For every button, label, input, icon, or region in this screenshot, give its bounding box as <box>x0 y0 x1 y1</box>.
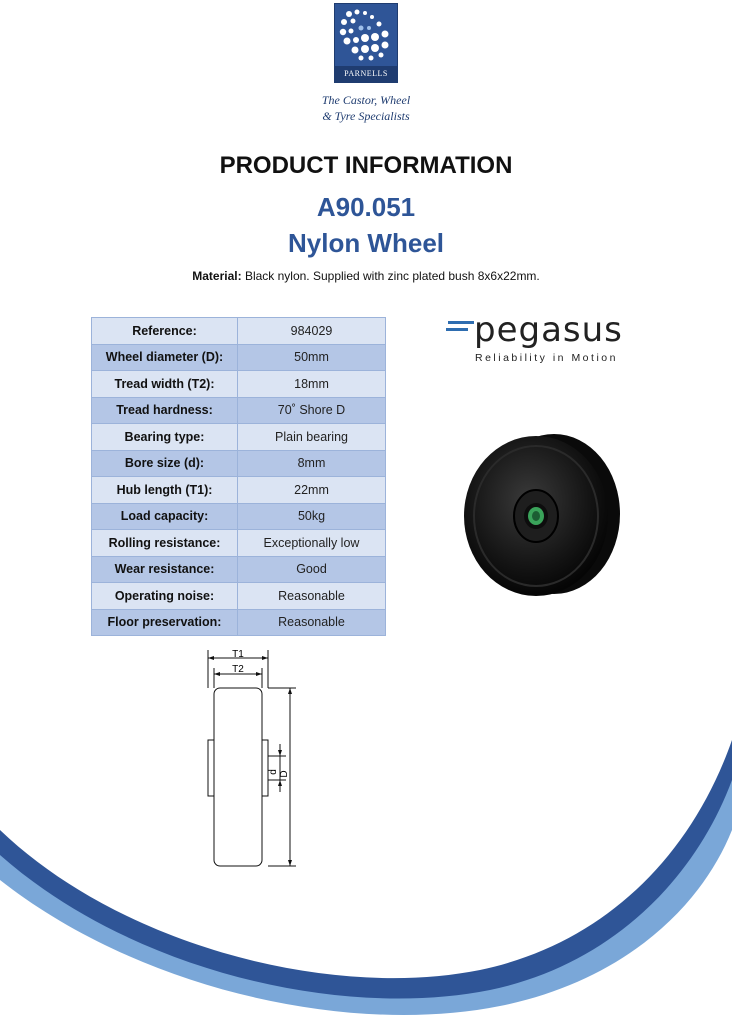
spec-label: Hub length (T1): <box>92 477 238 504</box>
spec-value: 984029 <box>238 318 386 345</box>
spec-value: Plain bearing <box>238 424 386 451</box>
wheel-photo <box>462 432 626 598</box>
spec-label: Operating noise: <box>92 583 238 610</box>
decorative-wave <box>0 700 732 1024</box>
spec-label: Wear resistance: <box>92 556 238 583</box>
pegasus-name: pegasus <box>474 310 623 350</box>
table-row <box>92 583 386 610</box>
pegasus-tagline: Reliability in Motion <box>475 352 618 364</box>
spec-value: Good <box>238 556 386 583</box>
material-label: Material: <box>192 269 242 283</box>
product-name: Nylon Wheel <box>287 228 444 258</box>
d-large-label: D <box>279 770 290 778</box>
spec-label: Bearing type: <box>92 424 238 451</box>
spec-value: 70˚ Shore D <box>238 397 386 424</box>
spec-value: Exceptionally low <box>238 530 386 557</box>
spec-value: 8mm <box>238 450 386 477</box>
table-row <box>92 397 386 424</box>
table-row <box>92 609 386 636</box>
table-row <box>92 477 386 504</box>
table-row <box>92 503 386 530</box>
spec-label: Wheel diameter (D): <box>92 344 238 371</box>
table-row <box>92 318 386 345</box>
spec-value: 18mm <box>238 371 386 398</box>
page-title: PRODUCT INFORMATION <box>219 152 513 179</box>
spec-value: 22mm <box>238 477 386 504</box>
table-row <box>92 344 386 371</box>
spec-label: Reference: <box>92 318 238 345</box>
table-row <box>92 371 386 398</box>
spec-label: Load capacity: <box>92 503 238 530</box>
pegasus-lines-icon <box>446 321 474 335</box>
spec-label: Bore size (d): <box>92 450 238 477</box>
t1-label: T1 <box>232 649 244 660</box>
logo-brand-text: PARNELLS <box>335 66 397 82</box>
spec-value: Reasonable <box>238 583 386 610</box>
table-row <box>92 450 386 477</box>
table-row <box>92 424 386 451</box>
parnells-logo <box>334 3 398 83</box>
spec-label: Tread hardness: <box>92 397 238 424</box>
d-small-label: d <box>268 769 279 775</box>
tagline <box>300 92 432 124</box>
product-code: A90.051 <box>316 192 416 222</box>
material-text: Black nylon. Supplied with zinc plated bush 8x6x22mm. <box>244 269 540 283</box>
table-row <box>92 530 386 557</box>
spec-value: Reasonable <box>238 609 386 636</box>
spec-label: Rolling resistance: <box>92 530 238 557</box>
spec-table <box>91 317 386 636</box>
t2-label: T2 <box>232 664 244 675</box>
table-row <box>92 556 386 583</box>
material-line <box>0 269 732 283</box>
tagline-line-2: & Tyre Specialists <box>322 109 410 123</box>
parnells-dots-icon <box>335 4 397 66</box>
spec-value: 50mm <box>238 344 386 371</box>
spec-label: Floor preservation: <box>92 609 238 636</box>
tagline-line-1: The Castor, Wheel <box>321 93 411 107</box>
spec-label: Tread width (T2): <box>92 371 238 398</box>
spec-value: 50kg <box>238 503 386 530</box>
